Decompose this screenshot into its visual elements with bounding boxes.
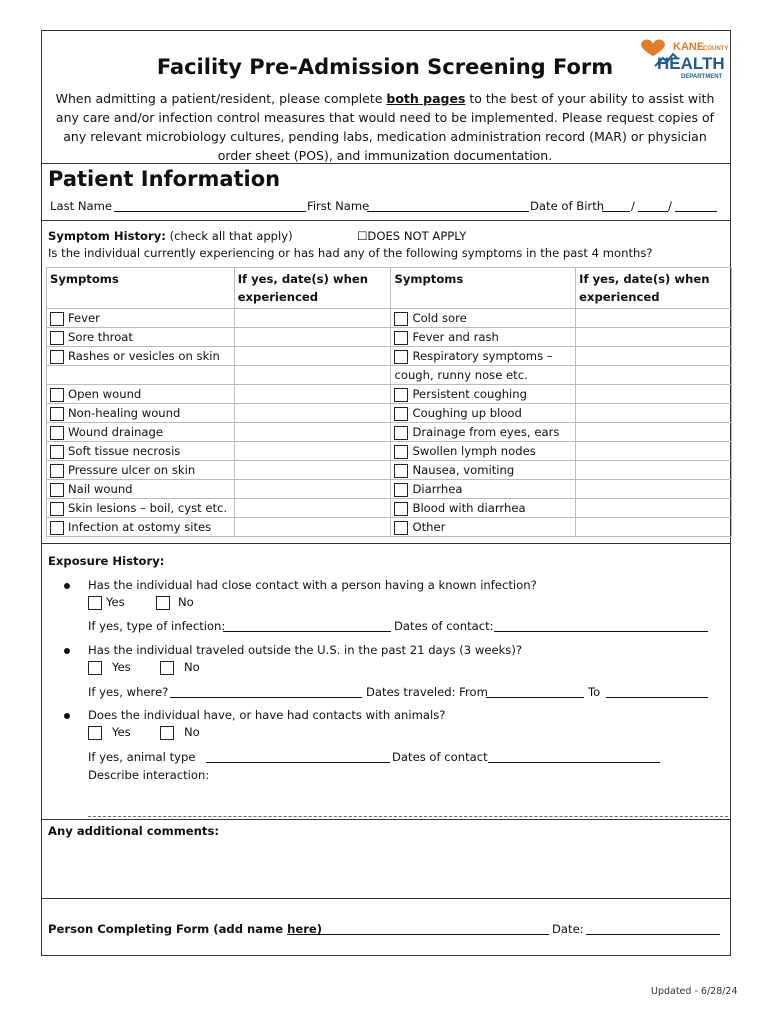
symptom-label: Sore throat <box>68 330 133 344</box>
table-row <box>47 461 732 480</box>
symptom-checkbox[interactable] <box>50 483 64 497</box>
q1-yes-checkbox[interactable] <box>88 596 102 610</box>
intro-text: When admitting a patient/resident, please complete both pages to the best of your ability to assist with any care and/or infection control measures that would need to be implemented. Please request copies of any relevant microbiology cultures, pending labs, medication administration record (MAR) or physician order sheet (POS), and immunization documentation. <box>55 91 715 163</box>
right-symptom-cell <box>391 442 576 461</box>
table-row <box>47 366 732 385</box>
symptom-checkbox[interactable] <box>50 464 64 478</box>
symptom-label: Rashes or vesicles on skin <box>68 349 220 363</box>
kane-county-health-logo <box>637 36 729 80</box>
symptom-checkbox[interactable] <box>50 521 64 535</box>
symptom-question: Is the individual currently experiencing or has had any of the following symptoms in the past 4 months? <box>48 246 653 260</box>
symptom-checkbox[interactable] <box>50 407 64 421</box>
divider <box>41 163 731 164</box>
symptom-checkbox[interactable] <box>50 445 64 459</box>
table-row <box>47 499 732 518</box>
symptom-checkbox[interactable] <box>394 426 408 440</box>
right-symptom-cell <box>391 518 576 537</box>
divider <box>41 543 731 544</box>
q3-type-label: If yes, animal type <box>88 750 196 764</box>
date-experienced-cell[interactable] <box>234 385 391 404</box>
comments-field[interactable] <box>48 842 728 896</box>
date-experienced-cell[interactable] <box>576 499 732 518</box>
symptom-label: Open wound <box>68 387 142 401</box>
q2-yes-option[interactable]: Yes <box>88 660 131 675</box>
right-symptom-cell <box>391 385 576 404</box>
left-symptom-cell <box>47 480 235 499</box>
date-experienced-cell[interactable] <box>234 442 391 461</box>
q3-yes-checkbox[interactable] <box>88 726 102 740</box>
symptom-label: Respiratory symptoms – <box>412 349 553 363</box>
table-row <box>47 328 732 347</box>
symptom-checkbox[interactable] <box>394 407 408 421</box>
date-experienced-cell[interactable] <box>576 423 732 442</box>
date-experienced-cell[interactable] <box>234 404 391 423</box>
right-symptom-cell <box>391 480 576 499</box>
dob-slash: / <box>631 199 635 213</box>
divider <box>41 220 731 221</box>
symptom-checkbox[interactable] <box>50 331 64 345</box>
left-symptom-cell <box>47 385 235 404</box>
symptom-checkbox[interactable] <box>394 312 408 326</box>
first-name-field[interactable] <box>367 200 529 212</box>
left-symptom-cell <box>47 442 235 461</box>
dob-year-field[interactable] <box>675 200 717 212</box>
table-row <box>47 404 732 423</box>
symptom-checkbox[interactable] <box>50 502 64 516</box>
date-experienced-cell[interactable] <box>234 499 391 518</box>
symptom-label: Wound drainage <box>68 425 164 439</box>
date-experienced-cell[interactable] <box>576 347 732 366</box>
q1-close-contact: Has the individual had close contact with a person having a known infection? <box>88 578 537 592</box>
divider <box>41 819 731 820</box>
symptom-history-label: Symptom History: (check all that apply) <box>48 229 293 243</box>
symptom-label: Cold sore <box>412 311 467 325</box>
left-symptom-cell <box>47 309 235 328</box>
symptom-label: Nausea, vomiting <box>412 463 515 477</box>
symptom-checkbox[interactable] <box>394 331 408 345</box>
right-symptom-cell <box>391 461 576 480</box>
symptom-checkbox[interactable] <box>394 464 408 478</box>
symptom-label: Blood with diarrhea <box>412 501 526 515</box>
table-row <box>47 442 732 461</box>
q2-where-label: If yes, where? <box>88 685 169 699</box>
symptom-label: Drainage from eyes, ears <box>412 425 560 439</box>
dob-month-field[interactable] <box>602 200 630 212</box>
exposure-history-heading: Exposure History: <box>48 554 165 568</box>
logo-health: HEALTH <box>657 54 725 73</box>
q3-type-field[interactable] <box>206 751 390 763</box>
date-experienced-cell[interactable] <box>576 404 732 423</box>
table-row <box>47 385 732 404</box>
date-experienced-cell[interactable] <box>576 385 732 404</box>
date-experienced-cell[interactable] <box>576 442 732 461</box>
symptom-label: Swollen lymph nodes <box>412 444 536 458</box>
dob-label: Date of Birth <box>530 199 605 213</box>
last-name-field[interactable] <box>114 200 306 212</box>
q3-dates-field[interactable] <box>488 751 660 763</box>
symptom-checkbox[interactable] <box>394 502 408 516</box>
q3-no-option[interactable]: No <box>160 725 200 740</box>
left-symptom-cell <box>47 461 235 480</box>
q2-to-label: To <box>588 685 601 699</box>
symptom-label: Other <box>412 520 446 534</box>
symptom-checkbox[interactable] <box>394 521 408 535</box>
date-label: Date: <box>552 922 584 936</box>
date-experienced-cell[interactable] <box>234 309 391 328</box>
q3-dates-label: Dates of contact <box>392 750 488 764</box>
left-symptom-cell <box>47 499 235 518</box>
date-experienced-cell[interactable] <box>576 309 732 328</box>
table-row <box>47 423 732 442</box>
q1-type-label: If yes, type of infection: <box>88 619 226 633</box>
divider <box>41 898 731 899</box>
symptom-label: Non-healing wound <box>68 406 181 420</box>
symptom-checkbox[interactable] <box>50 426 64 440</box>
symptom-label: Infection at ostomy sites <box>68 520 212 534</box>
logo-kane: KANE <box>673 41 705 53</box>
q1-dates-label: Dates of contact: <box>394 619 494 633</box>
col-header-symptoms: Symptoms <box>391 268 576 309</box>
date-experienced-cell[interactable] <box>234 366 391 385</box>
q1-yes-option[interactable]: Yes <box>88 595 125 610</box>
q3-describe-label: Describe interaction: <box>88 768 210 782</box>
does-not-apply-checkbox[interactable]: ☐DOES NOT APPLY <box>357 229 467 243</box>
q3-describe-field[interactable] <box>88 805 728 817</box>
symptom-label: Soft tissue necrosis <box>68 444 181 458</box>
updated-date: Updated - 6/28/24 <box>651 986 738 997</box>
right-symptom-cell <box>391 328 576 347</box>
q1-no-checkbox[interactable] <box>156 596 170 610</box>
symptom-label: Diarrhea <box>412 482 463 496</box>
date-field[interactable] <box>586 923 720 935</box>
q1-type-field[interactable] <box>223 620 391 632</box>
person-completing-label: Person Completing Form (add name here) <box>48 922 323 936</box>
left-symptom-cell <box>47 423 235 442</box>
right-symptom-cell <box>391 404 576 423</box>
col-header-dates: If yes, date(s) when experienced <box>234 268 391 309</box>
date-experienced-cell[interactable] <box>576 480 732 499</box>
symptom-label: Skin lesions – boil, cyst etc. <box>68 501 228 515</box>
left-symptom-cell <box>47 366 235 385</box>
bullet <box>64 583 70 589</box>
symptom-label: Fever and rash <box>412 330 499 344</box>
symptom-checkbox[interactable] <box>50 350 64 364</box>
date-experienced-cell[interactable] <box>234 423 391 442</box>
form-title: Facility Pre-Admission Screening Form <box>156 55 614 79</box>
left-symptom-cell <box>47 404 235 423</box>
table-row <box>47 309 732 328</box>
q2-to-field[interactable] <box>606 686 708 698</box>
q3-no-checkbox[interactable] <box>160 726 174 740</box>
symptom-label: Nail wound <box>68 482 133 496</box>
q3-yes-option[interactable]: Yes <box>88 725 131 740</box>
symptom-label: Fever <box>68 311 100 325</box>
bullet <box>64 648 70 654</box>
q2-no-checkbox[interactable] <box>160 661 174 675</box>
col-header-symptoms: Symptoms <box>47 268 235 309</box>
q2-from-field[interactable] <box>486 686 584 698</box>
person-completing-field[interactable] <box>287 923 549 935</box>
symptoms-table <box>46 267 732 537</box>
right-symptom-cell <box>391 347 576 366</box>
q2-yes-checkbox[interactable] <box>88 661 102 675</box>
q2-from-label: Dates traveled: From <box>366 685 488 699</box>
date-experienced-cell[interactable] <box>234 461 391 480</box>
symptom-label: Persistent coughing <box>412 387 527 401</box>
date-experienced-cell[interactable] <box>576 518 732 537</box>
table-row <box>47 480 732 499</box>
logo-county: COUNTY <box>703 46 729 52</box>
symptom-checkbox[interactable] <box>394 388 408 402</box>
symptom-label: Pressure ulcer on skin <box>68 463 196 477</box>
logo-department: DEPARTMENT <box>681 74 723 80</box>
q1-no-option[interactable]: No <box>156 595 194 610</box>
date-experienced-cell[interactable] <box>234 480 391 499</box>
left-symptom-cell <box>47 347 235 366</box>
last-name-label: Last Name <box>50 199 113 213</box>
date-experienced-cell[interactable] <box>234 328 391 347</box>
dob-day-field[interactable] <box>638 200 668 212</box>
symptom-checkbox[interactable] <box>394 483 408 497</box>
symptom-checkbox[interactable] <box>50 388 64 402</box>
dob-slash: / <box>668 199 672 213</box>
q2-no-option[interactable]: No <box>160 660 200 675</box>
right-symptom-cell <box>391 366 576 385</box>
patient-info-heading: Patient Information <box>48 167 281 191</box>
date-experienced-cell[interactable] <box>576 366 732 385</box>
col-header-dates: If yes, date(s) when experienced <box>576 268 732 309</box>
right-symptom-cell <box>391 499 576 518</box>
logo-graphic <box>637 36 729 80</box>
right-symptom-cell <box>391 423 576 442</box>
date-experienced-cell[interactable] <box>576 328 732 347</box>
date-experienced-cell[interactable] <box>234 518 391 537</box>
q2-where-field[interactable] <box>170 686 362 698</box>
symptom-checkbox[interactable] <box>394 445 408 459</box>
first-name-label: First Name <box>307 199 370 213</box>
symptom-checkbox[interactable] <box>394 350 408 364</box>
left-symptom-cell <box>47 518 235 537</box>
symptom-label: Coughing up blood <box>412 406 522 420</box>
q3-animals: Does the individual have, or have had contacts with animals? <box>88 708 446 722</box>
date-experienced-cell[interactable] <box>576 461 732 480</box>
symptom-label: cough, runny nose etc. <box>394 368 528 382</box>
date-experienced-cell[interactable] <box>234 347 391 366</box>
right-symptom-cell <box>391 309 576 328</box>
table-row <box>47 347 732 366</box>
bullet <box>64 713 70 719</box>
q2-travel: Has the individual traveled outside the U.S. in the past 21 days (3 weeks)? <box>88 643 523 657</box>
symptom-checkbox[interactable] <box>50 312 64 326</box>
left-symptom-cell <box>47 328 235 347</box>
comments-label: Any additional comments: <box>48 824 219 838</box>
q1-dates-field[interactable] <box>494 620 708 632</box>
table-row <box>47 518 732 537</box>
